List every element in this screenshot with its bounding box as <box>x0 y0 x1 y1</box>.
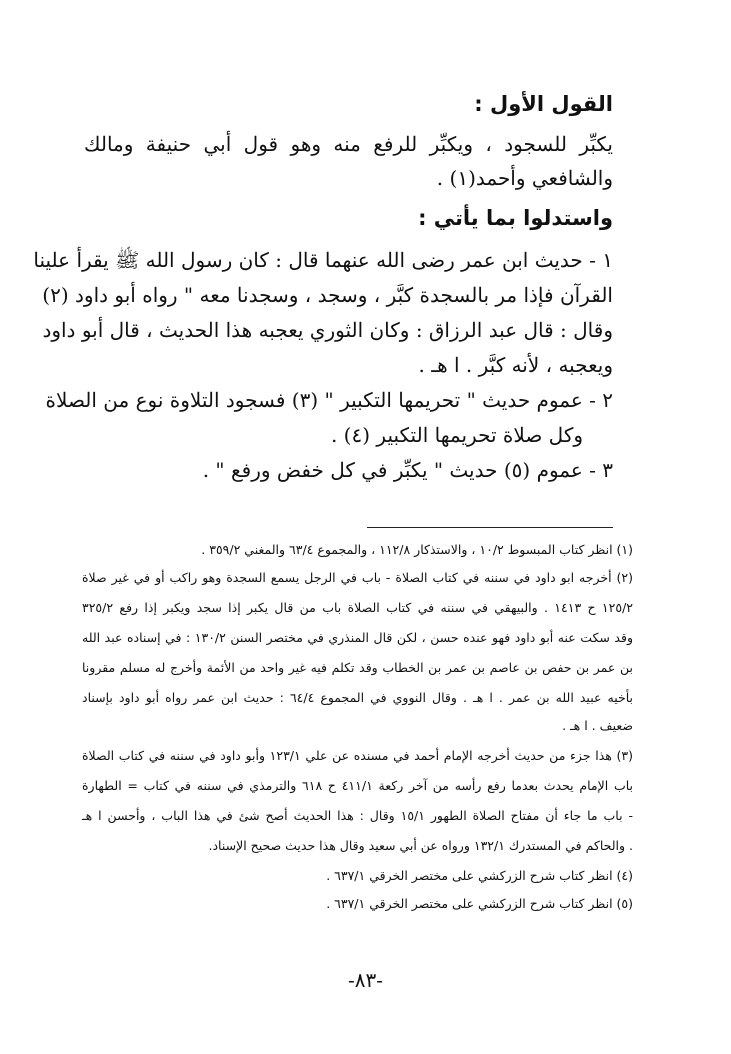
page-number: -٨٣- <box>347 968 383 992</box>
footnote-line: بأخيه عبيد الله بن عمر . ا هـ . وقال النووي في المجموع ٦٤/٤ : حديث ابن عمر رواه أبو داود بإسناد <box>82 690 633 705</box>
footnote-line: بن عمر بن حفص بن عاصم بن عمر بن الخطاب وقد تكلم فيه غير واحد من الأئمة وأخرج له مسلم مقرونا <box>82 660 633 675</box>
body-line: والشافعي وأحمد(١) . <box>436 166 613 190</box>
footnote-line: (٣) هذا جزء من حديث أخرجه الإمام أحمد في مسنده عن علي ١٢٣/١ وأبو داود في سننه في كتاب الصلاة <box>82 748 633 763</box>
body-line: وقال : قال عبد الرزاق : وكان الثوري يعجبه هذا الحديث ، قال أبو داود <box>42 318 613 342</box>
footnote-line: باب الإمام يحدث بعدما رفع رأسه من آخر ركعة ٤١١/١ ح ٦١٨ والترمذي في سننه في كتاب = الطهارة <box>82 778 634 793</box>
footnote-line: (٤) انظر كتاب شرح الزركشي على مختصر الخرقي ٦٣٧/١ . <box>326 868 633 883</box>
section-heading-first-opinion: القول الأول : <box>474 92 613 116</box>
body-line: ٣ - عموم (٥) حديث " يكبِّر في كل خفض ورفع " . <box>202 458 613 482</box>
body-line: ١ - حديث ابن عمر رضى الله عنهما قال : كان رسول الله ﷺ يقرأ علينا <box>33 248 613 272</box>
footnote-line: (٥) انظر كتاب شرح الزركشي على مختصر الخرقي ٦٣٧/١ . <box>326 896 633 911</box>
footnote-line: وقد سكت عنه أبو داود فهو عنده حسن ، لكن قال المنذري في مختصر السنن ١٣٠/٢ : في إسناده عبد الله <box>82 630 633 645</box>
body-line: يكبِّر للسجود ، ويكبِّر للرفع منه وهو قول أبي حنيفة ومالك <box>84 132 613 156</box>
body-line: ويعجبه ، لأنه كبَّر . ا هـ . <box>418 353 613 377</box>
footnote-line: (١) انظر كتاب المبسوط ١٠/٢ ، والاستذكار ١١٢/٨ ، والمجموع ٦٣/٤ والمغني ٣٥٩/٢ . <box>201 542 633 557</box>
footnote-line: (٢) أخرجه ابو داود في سننه في كتاب الصلاة - باب في الرجل يسمع السجدة وهو راكب أو في غير صلاة <box>82 570 633 585</box>
footnote-line: ضعيف . ا هـ . <box>562 718 633 733</box>
footnote-line: - باب ما جاء أن مفتاح الصلاة الطهور ١٥/١ وقال : هذا الحديث أصح شئ في هذا الباب ، وأحسن ا هـ <box>82 808 634 823</box>
body-line: القرآن فإذا مر بالسجدة كبَّر ، وسجد ، وسجدنا معه " رواه أبو داود (٢) <box>42 283 613 307</box>
section-heading-evidence: واستدلوا بما يأتي : <box>418 206 613 230</box>
body-line: وكل صلاة تحريمها التكبير (٤) . <box>330 423 583 447</box>
footnote-line: ١٢٥/٢ ح ١٤١٣ . والبيهقي في سننه في كتاب الصلاة باب من قال يكبر إذا سجد ويكبر إذا رفع ٣٢٥/٢ <box>82 600 633 615</box>
footnote-divider <box>367 527 613 528</box>
body-line: ٢ - عموم حديث " تحريمها التكبير " (٣) فسجود التلاوة نوع من الصلاة <box>45 388 613 412</box>
footnote-line: . والحاكم في المستدرك ١٣٢/١ ورواه عن أبي سعيد وقال هذا حديث صحيح الإسناد. <box>208 838 633 853</box>
